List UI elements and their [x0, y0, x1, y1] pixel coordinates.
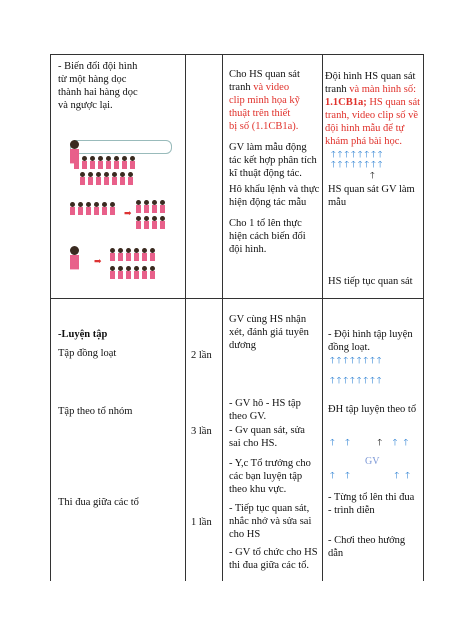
group-arrows-2: 🡑 🡑 🡑 🡑 [330, 470, 412, 480]
student-observe-block: Đội hình HS quan sát tranh và màn hình số: 1.1CB1a; HS quan sát tranh, video clip số về đội hình mẫu để tự khám phá bài học. [325, 71, 421, 147]
table-border-col4 [322, 54, 323, 581]
formation-arrows-2: 🡑🡑🡑🡑🡑🡑🡑🡑 🡑🡑🡑🡑🡑🡑🡑🡑 [330, 355, 384, 385]
formation-change-text: - Biến đổi đội hình từ một hàng dọc thành hai hàng dọc và ngược lại. [58, 61, 138, 111]
table-row-separator [50, 298, 423, 299]
formation-together-text: - Đội hình tập luyện đồng loạt. [328, 329, 413, 353]
practice-item-compete: Thi đua giữa các tổ [58, 497, 139, 508]
teacher-call-text: - GV hô - HS tập theo GV. [229, 398, 301, 422]
formation-arrows-1: 🡑🡑🡑🡑🡑🡑🡑🡑 🡑🡑🡑🡑🡑🡑🡑🡑 [331, 149, 385, 169]
gv-label: GV [365, 456, 380, 467]
teacher-command-text: Hô khẩu lệnh và thực hiện động tác mẫu [229, 184, 320, 208]
repetition-2: 3 lần [191, 426, 212, 437]
students-illustration-2: ➡ [70, 200, 170, 236]
teacher-demo-text: GV làm mẫu động tác kết hợp phân tích kĩ thuật động tác. [229, 142, 317, 179]
teacher-instruction-1: Cho HS quan sát tranh và video clip minh họa kỹ thuật trên thiết bị số (1.1CB1a). [229, 69, 300, 132]
practice-heading: -Luyện tập [58, 329, 108, 340]
students-illustration-1 [70, 140, 170, 190]
practice-item-group: Tập theo tổ nhóm [58, 406, 133, 417]
table-border-col3 [222, 54, 223, 581]
compete-text: - Từng tổ lên thi đua - trình diễn [328, 492, 415, 516]
game-text: - Chơi theo hướng dẫn [328, 535, 406, 559]
table-border-top [50, 54, 423, 55]
student-continue: HS tiếp tục quan sát [328, 276, 413, 287]
table-border-col2 [185, 54, 186, 581]
table-border-left [50, 54, 51, 581]
repetition-1: 2 lần [191, 350, 212, 361]
teacher-leader-text: - Y,c Tổ trưởng cho các bạn luyện tập theo khu vực. [229, 458, 311, 495]
practice-item-together: Tập đồng loạt [58, 348, 117, 359]
table-border-right [423, 54, 424, 581]
group-arrows: 🡑 🡑 🡑 🡑 🡑 [330, 437, 411, 447]
teacher-review-text: GV cùng HS nhận xét, đánh giá tuyên dương [229, 314, 309, 351]
teacher-position-arrow: 🡑 [370, 170, 377, 180]
teacher-compete-text: - GV tổ chức cho HS thi đua giữa các tổ. [229, 547, 318, 571]
teacher-group-text: Cho 1 tổ lên thực hiện cách biến đổi đội hình. [229, 218, 306, 255]
group-formation-text: ĐH tập luyện theo tổ [328, 404, 417, 415]
students-illustration-3: ➡ [70, 246, 170, 286]
student-watch-demo: HS quan sát GV làm mẫu [328, 184, 415, 208]
teacher-correct-text: - Gv quan sát, sửa sai cho HS. [229, 425, 305, 449]
teacher-observe-text: - Tiếp tục quan sát, nhắc nhở và sửa sai cho HS [229, 503, 312, 540]
repetition-3: 1 lần [191, 517, 212, 528]
